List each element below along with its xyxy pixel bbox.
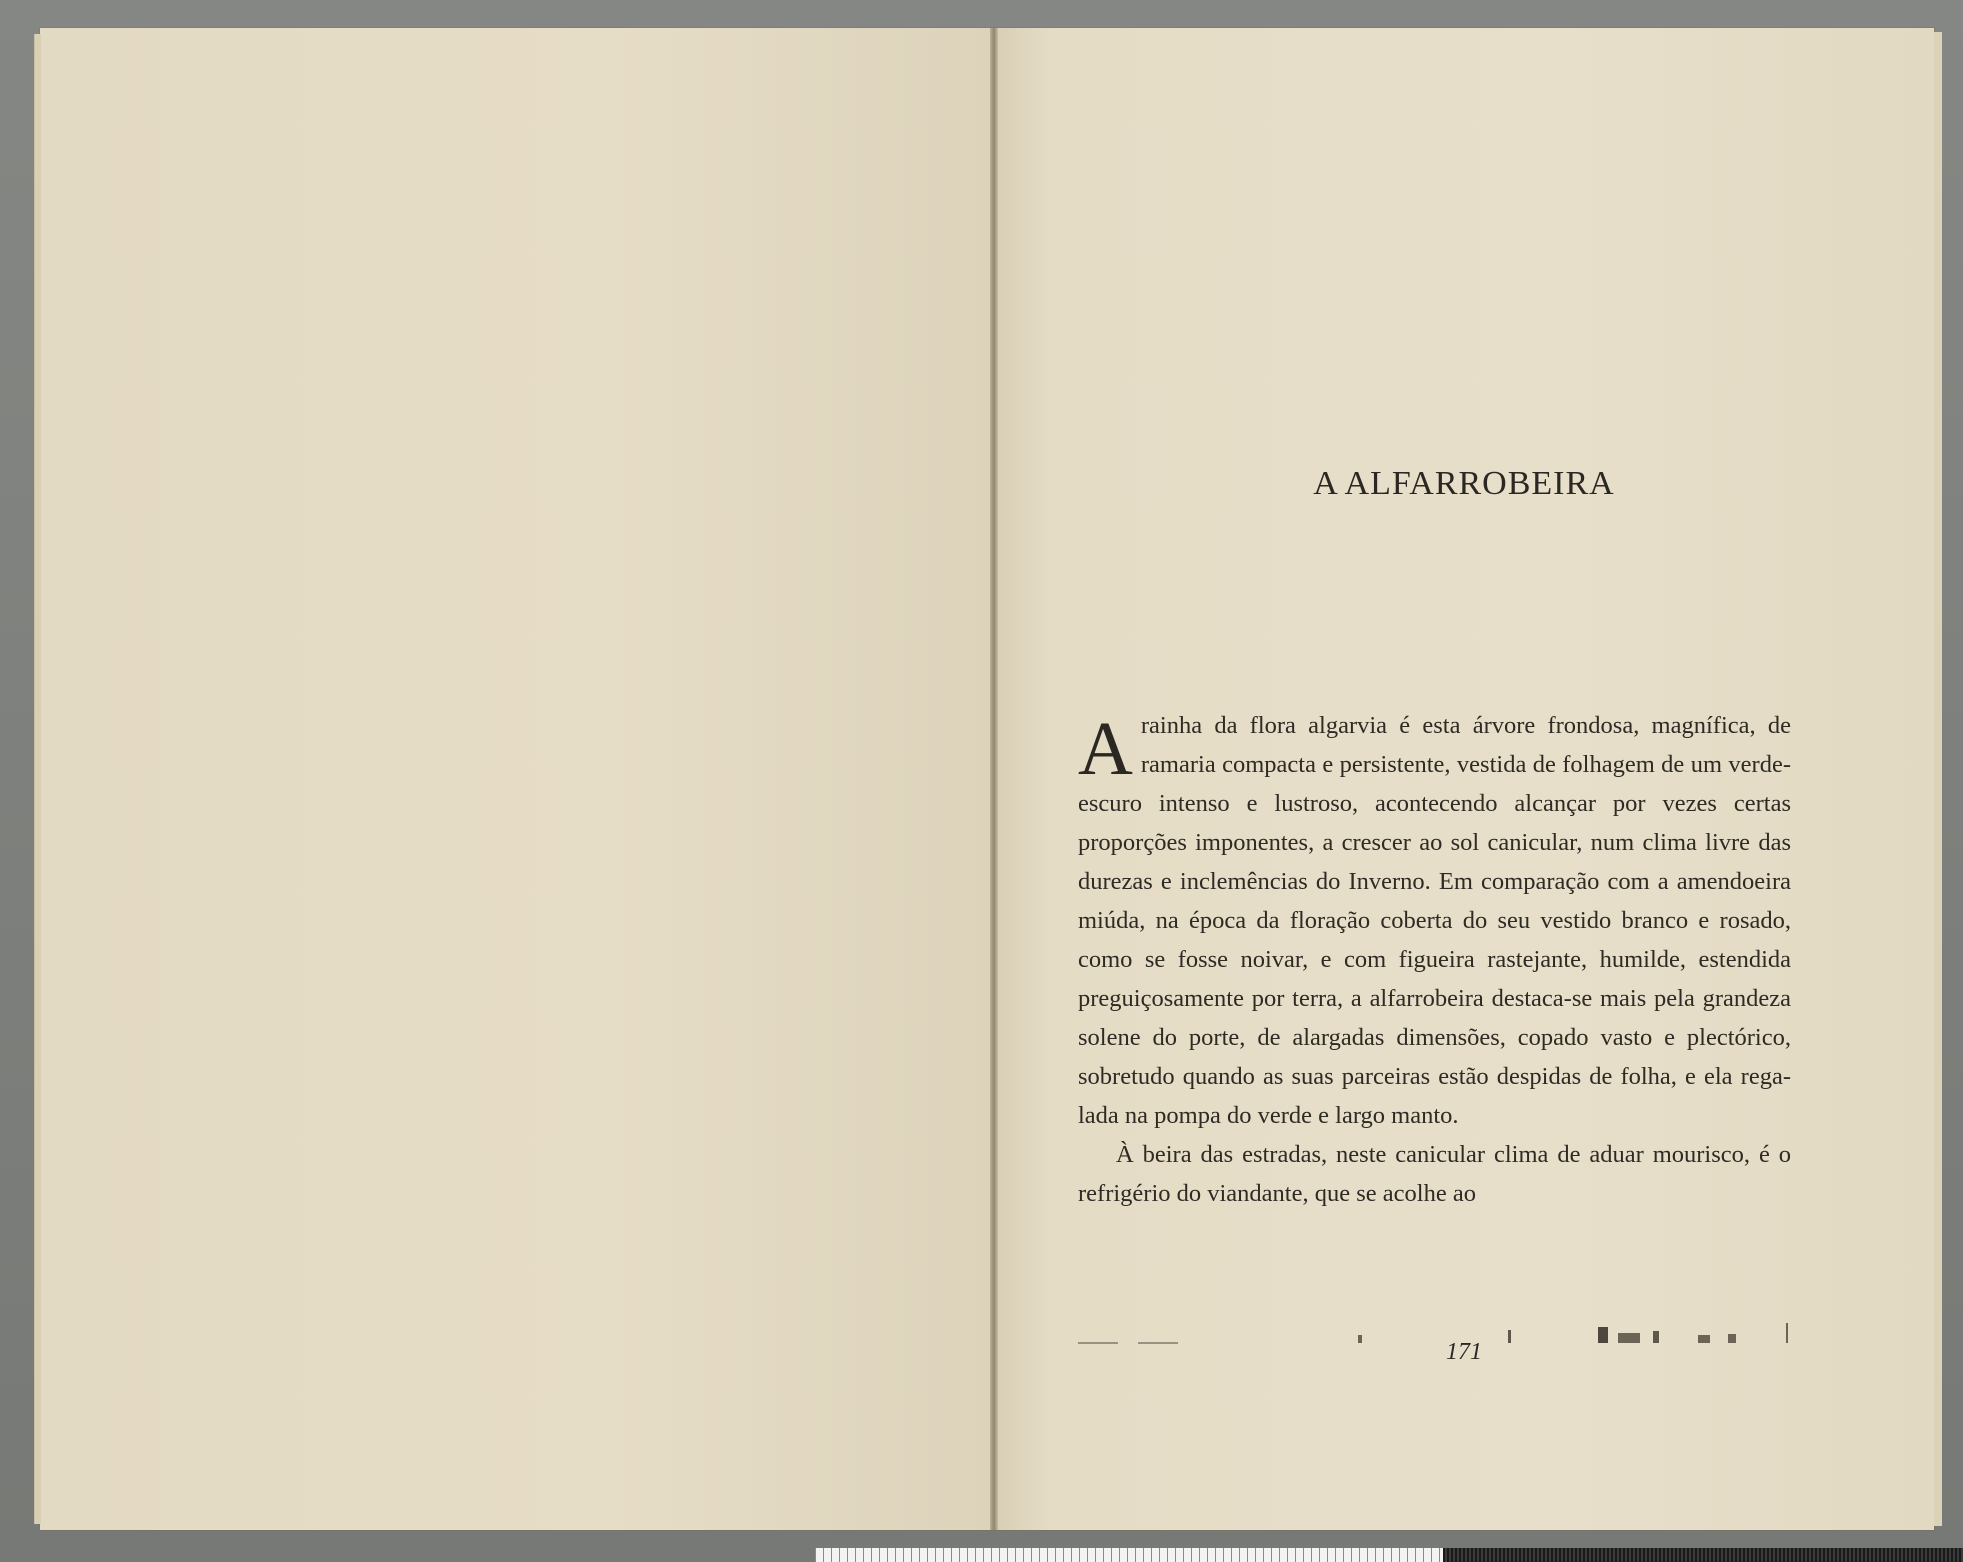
body-text [1078,706,1791,1213]
paragraph-1 [1078,706,1791,1135]
scale-ruler [815,1548,1963,1562]
paragraph-1-text: rainha da flora algarvia é esta árvore frondosa, magnífica, de ramaria compacta e persistente, vestida de folhagem de um verde-escuro intenso e lustroso, acontecendo alcançar por vezes certas proporções imponentes, a crescer ao sol canicular, num clima livre das durezas e inclemências do Inverno. Em comparação com a amendoeira miúda, na época da floração coberta do seu vestido branco e rosado, como se fosse noivar, e com figueira rastejante, humilde, estendida preguiçosamente por terra, a alfarrobeira destaca-se mais pela grandeza solene do porte, de alargadas dimensões, copado vasto e plectórico, sobretudo quando as suas parceiras estão despidas de folha, e ela regalada na pompa do verde e largo manto. [1078,712,1791,1129]
page-number: 171 [1446,1339,1482,1365]
paragraph-2: À beira das estradas, neste canicular clima de aduar mourisco, é o refrigério do viandante, que se acolhe ao [1078,1141,1791,1207]
drop-cap: A [1078,707,1133,791]
chapter-title: A ALFARROBEIRA [1313,465,1615,502]
ruler-ticks [815,1548,1443,1562]
ruler-dark-band [1443,1548,1963,1562]
left-page [40,28,994,1530]
book-gutter [990,28,998,1530]
